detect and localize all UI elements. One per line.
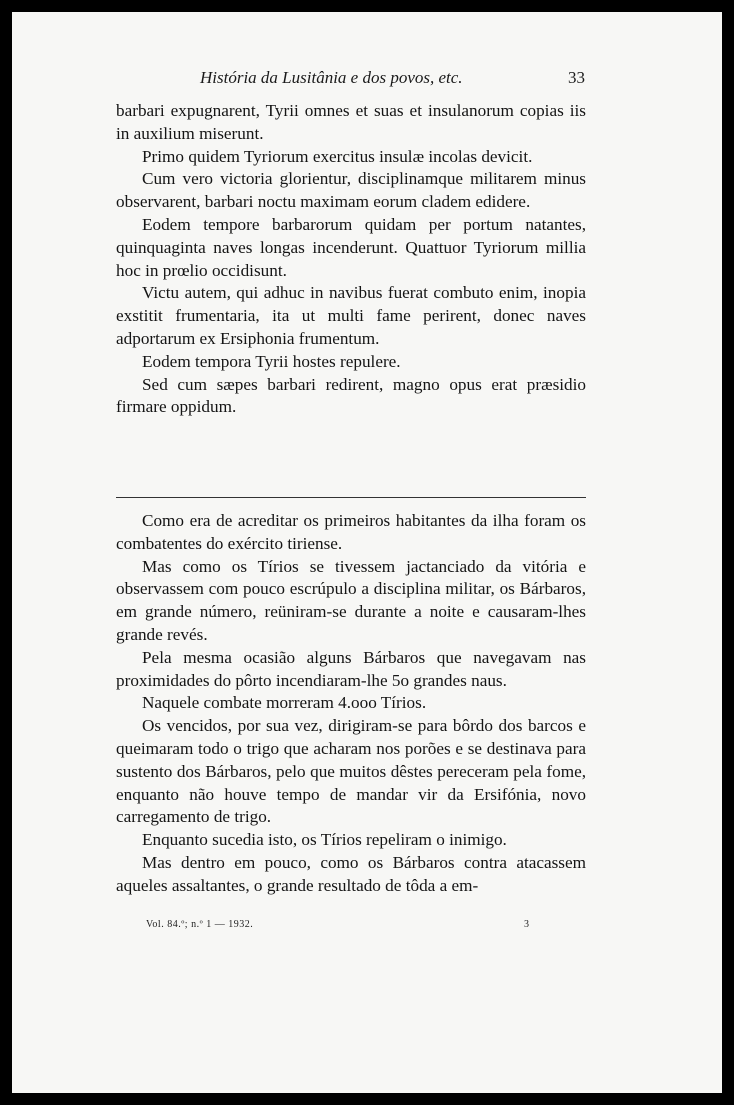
latin-paragraph: Primo quidem Tyriorum exercitus insulæ incolas devicit. (142, 146, 533, 166)
portuguese-paragraph: Mas como os Tírios se tivessem jactanciado da vitória e observassem com pouco escrúpulo a disciplina militar, os Bárbaros, em grande número, reüniram-se durante a noite e causaram-lhes grande revés. (116, 556, 586, 644)
latin-text-block (116, 100, 586, 419)
page-footer (12, 919, 722, 935)
latin-paragraph: Cum vero victoria glorientur, disciplinamque militarem minus observarent, barbari noctu maximam eorum cladem edidere. (116, 169, 586, 212)
portuguese-paragraph: Naquele combate morreram 4.ooo Tírios. (142, 693, 427, 713)
section-divider (116, 497, 586, 498)
signature-mark: 3 (524, 919, 529, 930)
portuguese-paragraph: Pela mesma ocasião alguns Bárbaros que navegavam nas proximidades do pôrto incendiaram-lhe 5o grandes naus. (116, 647, 586, 690)
latin-paragraph: Sed cum sæpes barbari redirent, magno opus erat præsidio firmare oppidum. (116, 374, 586, 417)
portuguese-paragraph: Como era de acreditar os primeiros habitantes da ilha foram os combatentes do exército tiriense. (116, 511, 586, 553)
portuguese-text-block (116, 510, 586, 898)
page-number: 33 (568, 68, 585, 87)
page-header (12, 68, 722, 92)
latin-paragraph: Eodem tempore barbarorum quidam per portum natantes, quinquaginta naves longas incenderunt. Quattuor Tyriorum millia hoc in prœlio occidisunt. (116, 214, 586, 280)
running-title: História da Lusitânia e dos povos, etc. (200, 68, 463, 87)
latin-paragraph: Victu autem, qui adhuc in navibus fuerat combuto enim, inopia exstitit frumentaria, ita ut multi fame perirent, donec naves adportarum ex Ersiphonia frumentum. (116, 283, 586, 348)
latin-paragraph: barbari expugnarent, Tyrii omnes et suas et insulanorum copias iis in auxilium miserunt. (116, 101, 586, 143)
portuguese-paragraph: Enquanto sucedia isto, os Tírios repeliram o inimigo. (142, 830, 507, 850)
volume-line: Vol. 84.º; n.º 1 — 1932. (146, 919, 254, 930)
portuguese-paragraph: Mas dentro em pouco, como os Bárbaros contra atacassem aqueles assaltantes, o grande resultado de tôda a em- (116, 852, 586, 895)
book-page (12, 12, 722, 1093)
portuguese-paragraph: Os vencidos, por sua vez, dirigiram-se para bôrdo dos barcos e queimaram todo o trigo que acharam nos porões e se destinava para sustento dos Bárbaros, pelo que muitos dêstes pereceram pela fome, enquanto não houve tempo de mandar vir da Ersifónia, novo carregamento de trigo. (116, 716, 586, 827)
latin-paragraph: Eodem tempora Tyrii hostes repulere. (142, 351, 401, 371)
